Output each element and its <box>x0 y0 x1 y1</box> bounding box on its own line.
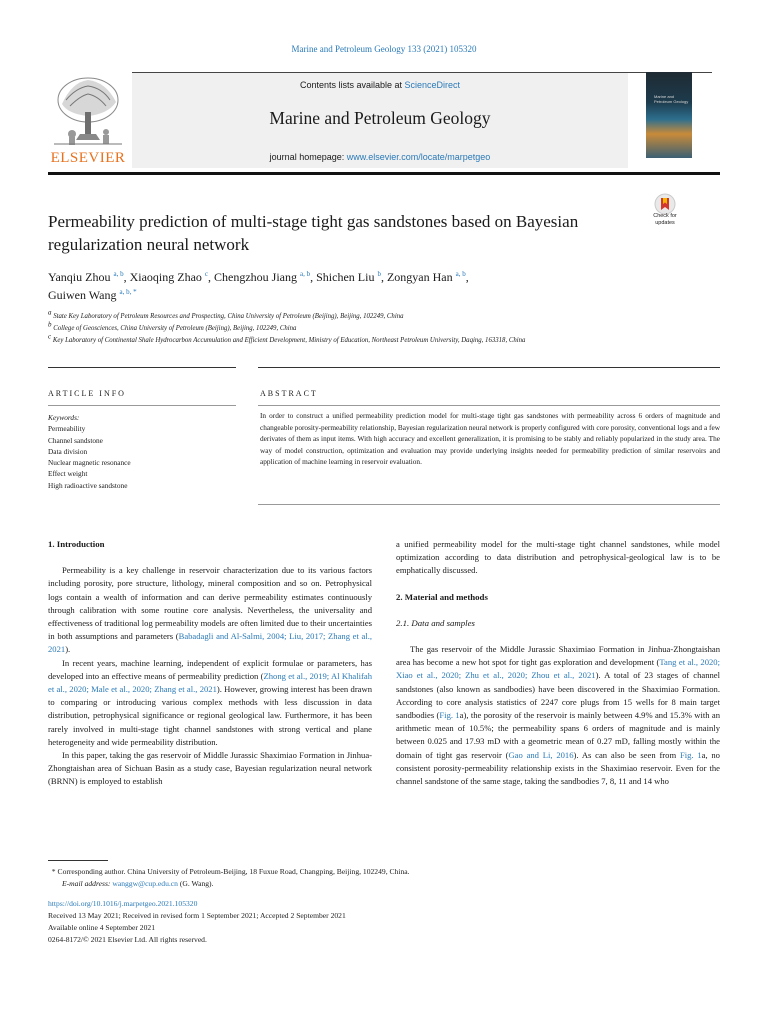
author-list <box>48 268 648 304</box>
author-name[interactable]: Zongyan Han <box>386 270 453 284</box>
paragraph-text: ). <box>65 644 71 655</box>
author-separator: , <box>465 270 469 284</box>
masthead-band <box>132 72 628 168</box>
paragraph-text: ). However, growing interest has been drawn to comparing or introducing various complex methods with less discussion in data distribution, petrophysical significance or regional geological law. Furthermore, it has been rarely involved in multi-stage tight channel sandstones with strong vertical and plane heterogeneity and wide permeability distribution. <box>48 684 372 747</box>
doi-link[interactable]: https://doi.org/10.1016/j.marpetgeo.2021.105320 <box>48 899 198 908</box>
section-heading-methods: 2. Material and methods <box>396 591 488 602</box>
figure-link[interactable]: Fig. 1 <box>679 749 702 760</box>
article-info-rule <box>48 405 236 406</box>
paragraph-text: a), the porosity of the reservoir is mainly between 4.9% and 15.3% with an arithmetic mean of 10.5%; the permeability spans 6 orders of magnitude and is mainly between 0.025 and 17.93 mD with a geometric mean of 0.27 mD, falling mostly within the domain of tight gas reservoir ( <box>396 710 721 760</box>
author-separator: , <box>208 270 215 284</box>
available-online: Available online 4 September 2021 <box>48 923 155 932</box>
author-name[interactable]: Chengzhou Jiang <box>214 270 298 284</box>
abstract-rule <box>258 405 720 406</box>
keywords-block <box>48 412 238 491</box>
masthead-bottom-rule <box>48 172 720 175</box>
affiliation-text: State Key Laboratory of Petroleum Resources and Prospecting, China University of Petroleum (Beijing), Beijing, 102249, China <box>53 313 404 320</box>
paragraph: a unified permeability model for the multi-stage tight channel sandstones, while model optimization according to data distribution and petrophysical-geological law is to be emphatically discussed. <box>396 539 720 576</box>
bookmark-update-icon <box>654 193 676 215</box>
article-info-heading: ARTICLE INFO <box>48 389 126 398</box>
affiliation-text: College of Geosciences, China University of Petroleum (Beijing), Beijing, 102249, China <box>53 325 297 332</box>
citation-link[interactable]: Tang et al., 2020; Xiao et al., 2020; Zhu et al., 2020; Zhou et al., 2021 <box>396 657 720 681</box>
article-info-top-rule <box>48 367 236 368</box>
paragraph-text: In recent years, machine learning, independent of explicit formulae or parameters, has developed into an effective means of permeability prediction ( <box>48 657 372 681</box>
elsevier-logo[interactable] <box>48 74 128 170</box>
author-affiliation-marks[interactable]: a, b <box>455 270 466 278</box>
author-affiliation-marks[interactable]: a, b, * <box>119 288 137 296</box>
keyword: Permeability <box>48 424 86 434</box>
author-name[interactable]: Guiwen Wang <box>48 288 117 302</box>
author-name[interactable]: Xiaoqing Zhao <box>129 270 202 284</box>
journal-masthead <box>48 70 720 174</box>
paragraph <box>396 643 720 788</box>
journal-reference-link[interactable]: Marine and Petroleum Geology 133 (2021) 105320 <box>291 44 477 54</box>
homepage-line <box>132 152 628 162</box>
affiliation <box>48 332 688 347</box>
keyword: Data division <box>48 446 88 456</box>
elsevier-wordmark: ELSEVIER <box>50 150 126 166</box>
keyword: Nuclear magnetic resonance <box>48 458 131 468</box>
abstract-body: In order to construct a unified permeability prediction model for multi-stage tight gas sandstones with permeability across 6 orders of magnitude and changeable porosity-permeability relationship, Bayesian regularization neural network is properly configured with core porosity, conventional logs and a few derivates of them as input items. With high accuracy and excellent generalization, it is promising to be stably and reliably popularized in the study area. The way of model construction, optimization and evaluation may provide underlying insights needed for permeability prediction of similar reservoirs and application of machine learning in reservoir evaluation. <box>260 411 720 466</box>
subsection-heading-data: 2.1. Data and samples <box>396 617 475 628</box>
email-label: E-mail address: <box>62 879 113 888</box>
footnotes <box>48 866 708 890</box>
article-title: Permeability prediction of multi-stage tight gas sandstones based on Bayesian regularization neural network <box>48 212 579 254</box>
copyright: 0264-8172/© 2021 Elsevier Ltd. All rights reserved. <box>48 935 207 944</box>
contents-prefix: Contents lists available at <box>299 80 405 90</box>
abstract-bottom-rule <box>258 504 720 505</box>
section-heading-introduction: 1. Introduction <box>48 539 105 549</box>
affiliation <box>48 308 688 323</box>
journal-homepage-link[interactable]: www.elsevier.com/locate/marpetgeo <box>346 152 491 162</box>
figure-link[interactable]: Fig. 1 <box>439 710 460 721</box>
check-for-updates-label: Check for updates <box>653 213 677 226</box>
journal-title: Marine and Petroleum Geology <box>269 108 491 128</box>
author-affiliation-marks[interactable]: b <box>377 270 381 278</box>
author-affiliation-marks[interactable]: a, b <box>113 270 124 278</box>
received-dates: Received 13 May 2021; Received in revised form 1 September 2021; Accepted 2 September 2021 <box>48 911 346 920</box>
paragraph: In this paper, taking the gas reservoir of Middle Jurassic Shaximiao Formation in Jinhua-Zhongtaishan area of Sichuan Basin as a study case, Bayesian regularization neural network (BRNN) is employed to establish <box>48 750 372 787</box>
paragraph-text: ). As can also be seen from <box>573 749 680 760</box>
author-separator: , <box>380 270 387 284</box>
elsevier-tree-icon <box>52 74 124 148</box>
cover-label: Marine and Petroleum Geology <box>654 94 689 104</box>
keyword: High radioactive sandstone <box>48 480 128 490</box>
citation-link[interactable]: Zhong et al., 2019; Al Khalifah et al., 2020; Male et al., 2020; Zhang et al., 2021 <box>48 670 372 695</box>
author-name[interactable]: Yanqiu Zhou <box>48 270 111 284</box>
author-affiliation-marks[interactable]: c <box>204 270 209 278</box>
paragraph-text: a, no consistent porosity-permeability relationship exists in the Shaximiao reservoir. Even for the channel sandstone of the same stage, taking the sandbodies 7, 8, 11 and 14 who <box>396 749 720 787</box>
affiliation-text: Key Laboratory of Continental Shale Hydrocarbon Accumulation and Efficient Development, Ministry of Education, Northeast Petroleum University, Daqing, 163318, China <box>52 337 526 344</box>
keyword: Channel sandstone <box>48 435 103 445</box>
author-separator: , <box>310 270 317 284</box>
corresponding-author-text: Corresponding author. China University of Petroleum-Beijing, 18 Fuxue Road, Changping, Beijing, 102249, China. <box>57 867 410 876</box>
paragraph <box>48 657 372 749</box>
email-link[interactable]: wanggw@cup.edu.cn <box>112 879 178 888</box>
corresponding-author-note: * Corresponding author. China University of Petroleum-Beijing, 18 Fuxue Road, Changping, Beijing, 102249, China. <box>48 867 410 876</box>
affiliation-mark: b <box>48 320 52 329</box>
paragraph-text: ). A total of 23 stages of channel sandstones (also known as sandbodies) have been discovered in the Shaximiao Formation. According to core analysis statistics of 2247 core plugs from 15 wells for 8 main target sandbodies ( <box>396 670 721 721</box>
homepage-prefix: journal homepage: <box>269 152 347 162</box>
keyword: Effect weight <box>48 469 88 479</box>
keywords-label: Keywords: <box>48 413 80 422</box>
author-name[interactable]: Shichen Liu <box>316 270 375 284</box>
sciencedirect-link[interactable]: ScienceDirect <box>404 80 461 90</box>
bibliographic-info <box>48 898 708 946</box>
affiliation-mark: c <box>48 332 52 341</box>
check-for-updates-badge[interactable] <box>644 193 684 233</box>
author-separator: , <box>123 270 130 284</box>
contents-line <box>132 80 628 90</box>
journal-cover-thumbnail[interactable] <box>646 72 692 158</box>
email-suffix: (G. Wang). <box>177 879 214 888</box>
citation-link[interactable]: Babadagli and Al-Salmi, 2004; Liu, 2017; Zhang et al., 2021 <box>48 631 372 655</box>
abstract-top-rule <box>258 367 720 368</box>
body-column-right <box>396 538 720 788</box>
paragraph-text: Permeability is a key challenge in reservoir characterization due to its various factors including porosity, pore structure, lithology, mineral composition and so on. Petrophysical logs contain a wealth of information and can derive permeability estimates continuously through calibration with some routine core analysis. Nevertheless, the universality and effectiveness of traditional log permeability models are often limited due to their uncertainties in both assumptions and parameters ( <box>48 565 372 642</box>
abstract-heading: ABSTRACT <box>260 389 318 398</box>
citation-link[interactable]: Gao and Li, 2016 <box>508 749 574 760</box>
author-affiliation-marks[interactable]: a, b <box>300 270 311 278</box>
masthead-top-rule <box>132 72 712 73</box>
affiliations <box>48 308 688 348</box>
footnote-rule <box>48 860 108 861</box>
paragraph <box>48 564 372 656</box>
affiliation-mark: a <box>48 308 52 317</box>
affiliation <box>48 320 688 335</box>
email-note <box>48 878 708 890</box>
body-column-left <box>48 538 372 789</box>
paragraph-text: The gas reservoir of the Middle Jurassic Shaximiao Formation in Jinhua-Zhongtaishan area has become a new hot spot for tight gas exploration and development ( <box>396 644 720 668</box>
